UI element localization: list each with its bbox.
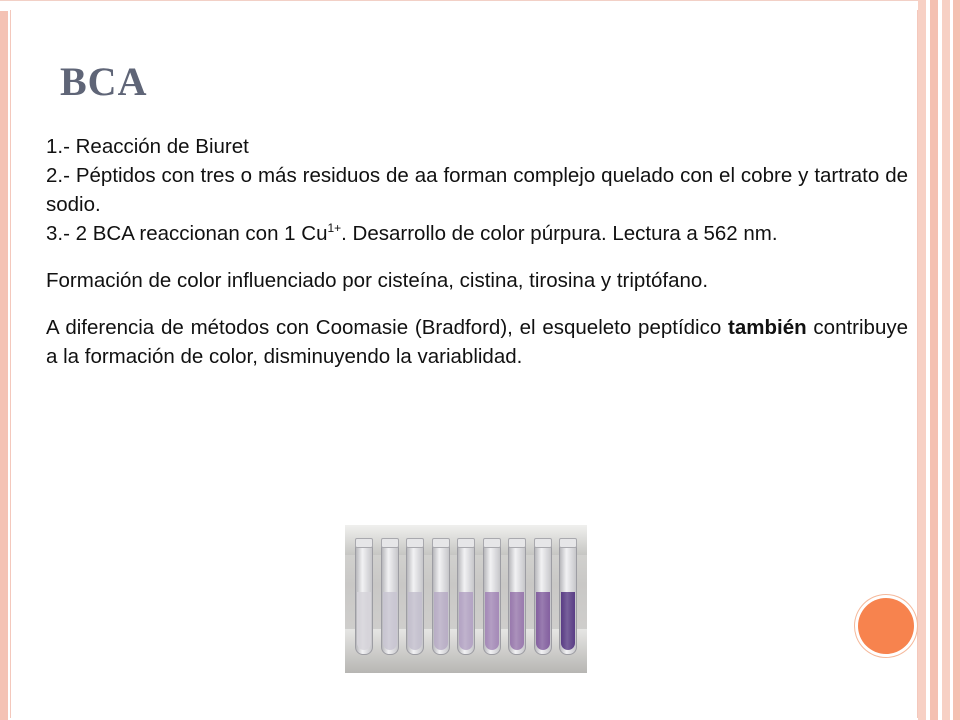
tube-liquid	[383, 592, 397, 650]
paragraph-coomassie	[46, 313, 908, 371]
accent-circle-icon	[858, 598, 914, 654]
tube-liquid	[536, 592, 550, 650]
tube-liquid	[434, 592, 448, 650]
item-3-text-b: . Desarrollo de color púrpura. Lectura a 562 nm.	[341, 222, 778, 245]
tube-liquid	[510, 592, 524, 650]
slide-frame-left	[0, 0, 8, 720]
test-tube	[559, 543, 577, 655]
item-3-superscript: 1+	[327, 221, 342, 236]
spacer	[46, 295, 908, 313]
tube-liquid	[485, 592, 499, 650]
tube-cap	[432, 538, 450, 548]
tube-cap	[355, 538, 373, 548]
tube-cap	[457, 538, 475, 548]
decorative-stripes	[918, 0, 960, 720]
item-3-text-a: 3.- 2 BCA reaccionan con 1 Cu	[46, 222, 328, 245]
test-tubes-photo	[345, 525, 587, 673]
tube-liquid	[561, 592, 575, 650]
paragraph-coomassie-b: contribuye a la formación de color, disminuyendo la variablidad.	[46, 316, 909, 368]
tube-cap	[508, 538, 526, 548]
test-tube	[534, 543, 552, 655]
tube-cap	[559, 538, 577, 548]
slide-body	[46, 132, 908, 371]
paragraph-coomassie-a: A diferencia de métodos con Coomasie (Bradford), el esqueleto peptídico	[46, 316, 729, 339]
tube-liquid	[408, 592, 422, 650]
test-tube	[406, 543, 424, 655]
paragraph-coomassie-bold: también	[728, 316, 807, 339]
item-1: 1.- Reacción de Biuret	[46, 135, 249, 158]
tube-cap	[406, 538, 424, 548]
test-tube	[457, 543, 475, 655]
tube-liquid	[459, 592, 473, 650]
test-tube	[508, 543, 526, 655]
tube-cap	[534, 538, 552, 548]
test-tube	[381, 543, 399, 655]
paragraph-cysteine: Formación de color influenciado por cisteína, cistina, tirosina y triptófano.	[46, 269, 709, 292]
tube-cap	[381, 538, 399, 548]
tube-liquid	[357, 592, 371, 650]
slide-title: BCA	[60, 59, 148, 104]
item-2: 2.- Péptidos con tres o más residuos de aa forman complejo quelado con el cobre y tartrato de sodio.	[46, 164, 908, 216]
item-3	[46, 219, 908, 248]
test-tube	[483, 543, 501, 655]
tube-cap	[483, 538, 501, 548]
test-tube	[432, 543, 450, 655]
test-tube	[355, 543, 373, 655]
spacer	[46, 248, 908, 266]
